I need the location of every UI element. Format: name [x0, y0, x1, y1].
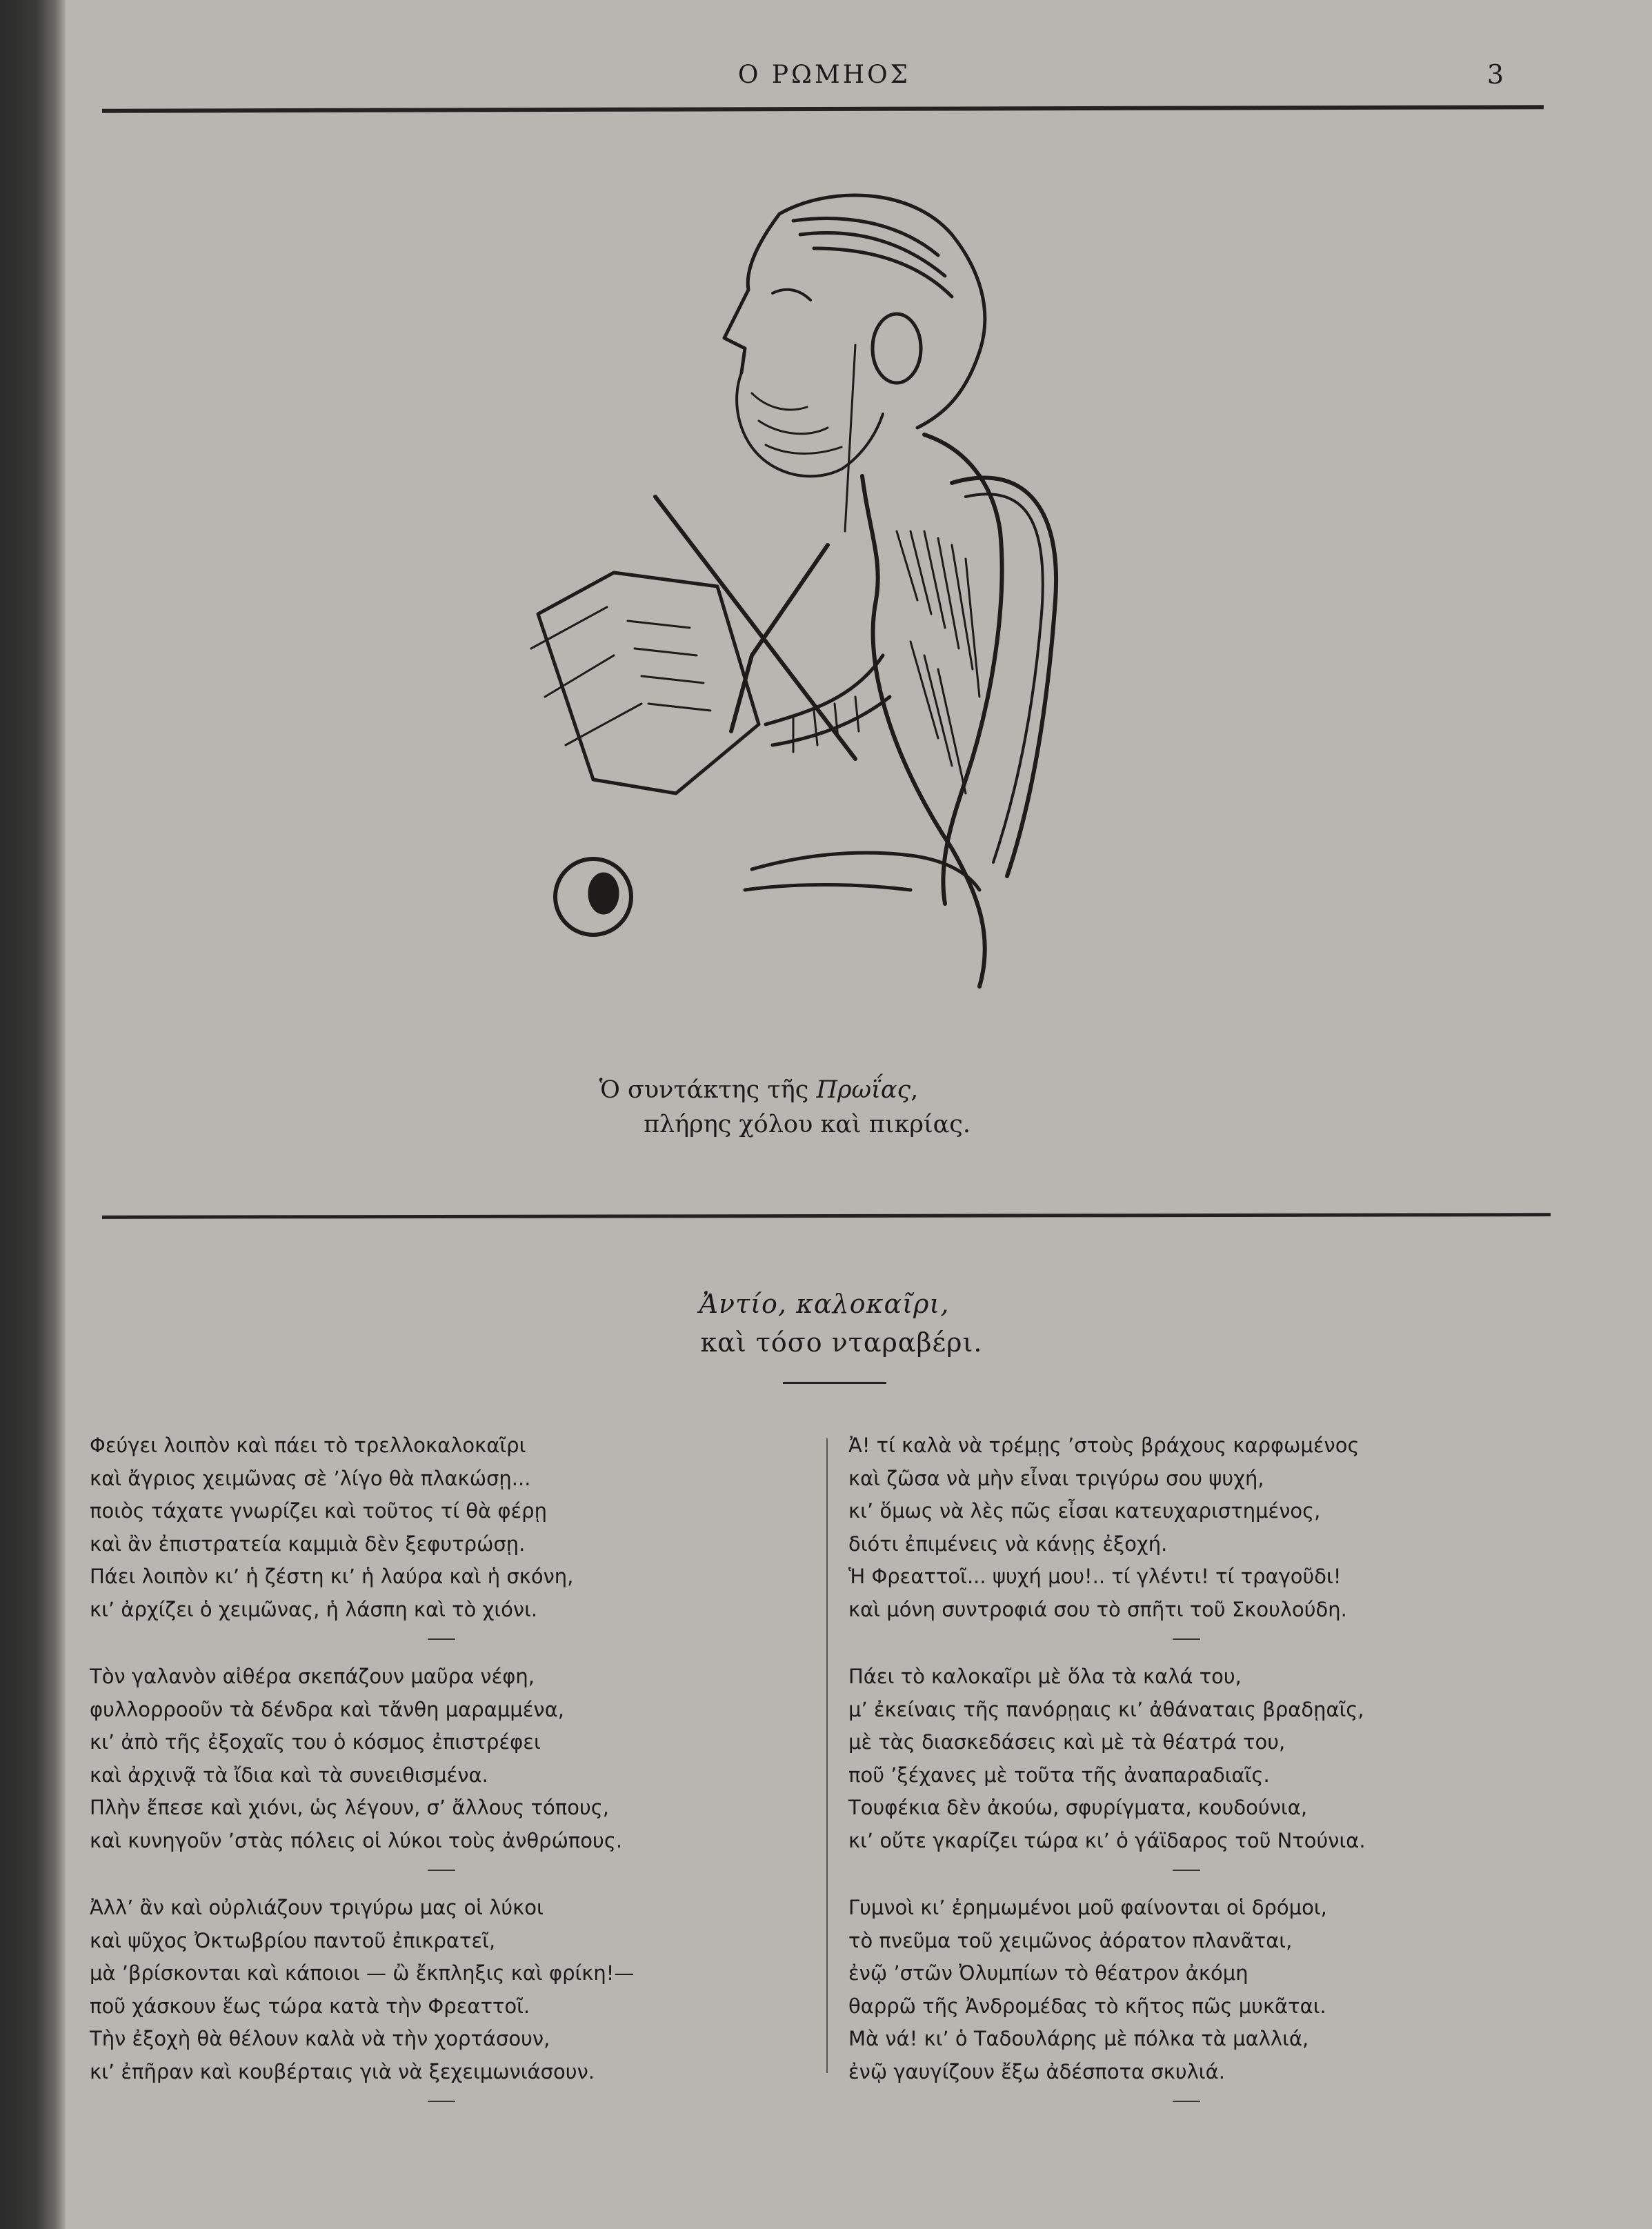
masthead-title: Ο ΡΩΜΗΟΣ	[737, 61, 911, 89]
poem-stanza	[90, 1892, 814, 2088]
section-rule	[102, 1213, 1551, 1219]
body-outline	[862, 476, 985, 987]
poem-stanza	[848, 1892, 1545, 2088]
stanza-separator	[428, 2101, 455, 2102]
poem-column-right	[848, 1429, 1545, 2123]
page-header	[103, 61, 1545, 109]
poem-stanza	[848, 1661, 1545, 1857]
poem-stanza	[848, 1429, 1545, 1626]
title-underline	[783, 1382, 886, 1384]
poem-line: Μὰ νά! κι’ ὁ Ταδουλάρης μὲ πόλκα τὰ μαλλιά,	[848, 2027, 1309, 2050]
stanza-separator	[428, 1638, 455, 1640]
caption-newspaper-name: Πρωΐας	[816, 1076, 911, 1104]
hair-lines	[793, 219, 952, 297]
poem-line: κι’ ἀρχίζει ὁ χειμῶνας, ἡ λάσπη καὶ τὸ χιόνι.	[90, 1597, 538, 1621]
ear	[873, 314, 921, 383]
poem-line: κι’ οὔτε γκαρίζει τώρα κι’ ὁ γάϊδαρος τοῦ Ντούνια.	[848, 1828, 1366, 1852]
poem-line: Τουφέκια δὲν ἀκούω, σφυρίγματα, κουδούνια,	[848, 1796, 1308, 1819]
poem-line: καὶ ψῦχος Ὀκτωβρίου παντοῦ ἐπικρατεῖ,	[90, 1928, 496, 1952]
poem-line: Τὴν ἐξοχὴ θὰ θέλουν καλὰ νὰ τὴν χορτάσουν,	[90, 2027, 550, 2050]
illustration-caption	[566, 1073, 1048, 1142]
poem-line: Ἀ! τί καλὰ νὰ τρέμῃς ’στοὺς βράχους καρφωμένος	[848, 1434, 1360, 1457]
jacket-shading	[897, 531, 979, 793]
poem-line: ποῦ χάσκουν ἕως τώρα κατὰ τὴν Φρεαττοῖ.	[90, 1994, 530, 2018]
stanza-separator	[1173, 1870, 1200, 1871]
poem-line: διότι ἐπιμένεις νὰ κάνῃς ἐξοχή.	[848, 1532, 1168, 1556]
poem-line: ποιὸς τάχατε γνωρίζει καὶ τοῦτος τί θὰ φέρῃ	[90, 1499, 547, 1523]
book-binding-shadow	[0, 0, 66, 2229]
poem-line: Πάει τὸ καλοκαῖρι μὲ ὅλα τὰ καλά του,	[848, 1665, 1242, 1688]
poem-title-line-1: Ἀντίο, καλοκαῖρι,	[699, 1289, 950, 1319]
poem-line: κι’ ἀπὸ τῆς ἐξοχαῖς του ὁ κόσμος ἐπιστρέφει	[90, 1730, 541, 1754]
poem-line: Πλὴν ἔπεσε καὶ χιόνι, ὡς λέγουν, σ’ ἄλλους τόπους,	[90, 1796, 609, 1819]
poem-line: Ἀλλ’ ἂν καὶ οὐρλιάζουν τριγύρω μας οἱ λύκοι	[90, 1896, 544, 1919]
poem-line: Ἡ Φρεαττοῖ... ψυχή μου!.. τί γλέντι! τί τραγοῦδι!	[848, 1565, 1342, 1588]
papers	[538, 573, 759, 793]
poem-line: Πάει λοιπὸν κι’ ἡ ζέστη κι’ ἡ λαύρα καὶ ἡ σκόνη,	[90, 1565, 574, 1588]
stanza-separator	[1173, 1638, 1200, 1640]
beard	[737, 373, 883, 476]
head-outline	[779, 195, 985, 428]
poem-line: ἐνῷ γαυγίζουν ἔξω ἀδέσποτα σκυλιά.	[848, 2059, 1225, 2083]
poem-line: καὶ μόνη συντροφιά σου τὸ σπῆτι τοῦ Σκουλούδη.	[848, 1597, 1347, 1621]
poem-line: κι’ ἐπῆραν καὶ κουβέρταις γιὰ νὰ ξεχειμωνιάσουν.	[90, 2059, 595, 2083]
poem-title-line-2: καὶ τόσο νταραβέρι.	[700, 1327, 983, 1358]
poem-title	[586, 1285, 1083, 1362]
caption-line-2: πλήρης χόλου καὶ πικρίας.	[644, 1111, 971, 1138]
poem-line: μ’ ἐκείναις τῆς πανόρῃαις κι’ ἀθάναταις βραδῃαῖς,	[848, 1697, 1364, 1721]
poem-line: καὶ ἀρχινᾷ τὰ ἴδια καὶ τὰ συνειθισμένα.	[90, 1763, 488, 1787]
poem-stanza	[90, 1661, 814, 1857]
poem-line: ποῦ ’ξέχανες μὲ τοῦτα τῆς ἀναπαραδιαῖς.	[848, 1763, 1270, 1787]
poem-line: Γυμνοὶ κι’ ἐρημωμένοι μοῦ φαίνονται οἱ δρόμοι,	[848, 1896, 1327, 1919]
poem-stanza	[90, 1429, 814, 1626]
poem-line: ἐνῷ ’στῶν Ὀλυμπίων τὸ θέατρον ἀκόμη	[848, 1961, 1248, 1985]
poem-line: θαρρῶ τῆς Ἀνδρομέδας τὸ κῆτος πῶς μυκᾶται.	[848, 1994, 1326, 2018]
poem-line: φυλλορροοῦν τὰ δένδρα καὶ τἄνθη μαραμμένα,	[90, 1697, 564, 1721]
poem-line: καὶ ζῶσα νὰ μὴν εἶναι τριγύρω σου ψυχή,	[848, 1466, 1264, 1490]
poem-line: μὰ ’βρίσκονται καὶ κάποιοι — ὢ ἔκπληξις καὶ φρίκη!—	[90, 1961, 635, 1985]
poem-line: κι’ ὅμως νὰ λὲς πῶς εἶσαι κατευχαριστημένος,	[848, 1499, 1321, 1523]
poem-line: καὶ κυνηγοῦν ’στὰς πόλεις οἱ λύκοι τοὺς ἀνθρώπους.	[90, 1828, 623, 1852]
poem-line: Τὸν γαλανὸν αἰθέρα σκεπάζουν μαῦρα νέφη,	[90, 1665, 535, 1688]
chair-back	[952, 477, 1056, 876]
poem-line: μὲ τὰς διασκεδάσεις καὶ μὲ τὰ θέατρά του,	[848, 1730, 1286, 1754]
poem-line: τὸ πνεῦμα τοῦ χειμῶνος ἀόρατον πλανᾶται,	[848, 1928, 1293, 1952]
caption-line-1: Ὁ συντάκτης τῆς Πρωΐας,	[599, 1076, 919, 1104]
stanza-separator	[428, 1870, 455, 1871]
column-divider	[826, 1438, 828, 2073]
poem-column-left	[90, 1429, 814, 2123]
poem-line: καὶ ἂν ἐπιστρατεία καμμιὰ δὲν ξεφυτρώσῃ.	[90, 1532, 526, 1556]
page-number: 3	[1486, 59, 1504, 90]
poem-line: καὶ ἄγριος χειμῶνας σὲ ’λίγο θὰ πλακώσῃ...	[90, 1466, 531, 1490]
poem-line: Φεύγει λοιπὸν καὶ πάει τὸ τρελλοκαλοκαῖρι	[90, 1434, 526, 1457]
caricature-illustration	[469, 172, 1173, 1056]
stanza-separator	[1173, 2101, 1200, 2102]
